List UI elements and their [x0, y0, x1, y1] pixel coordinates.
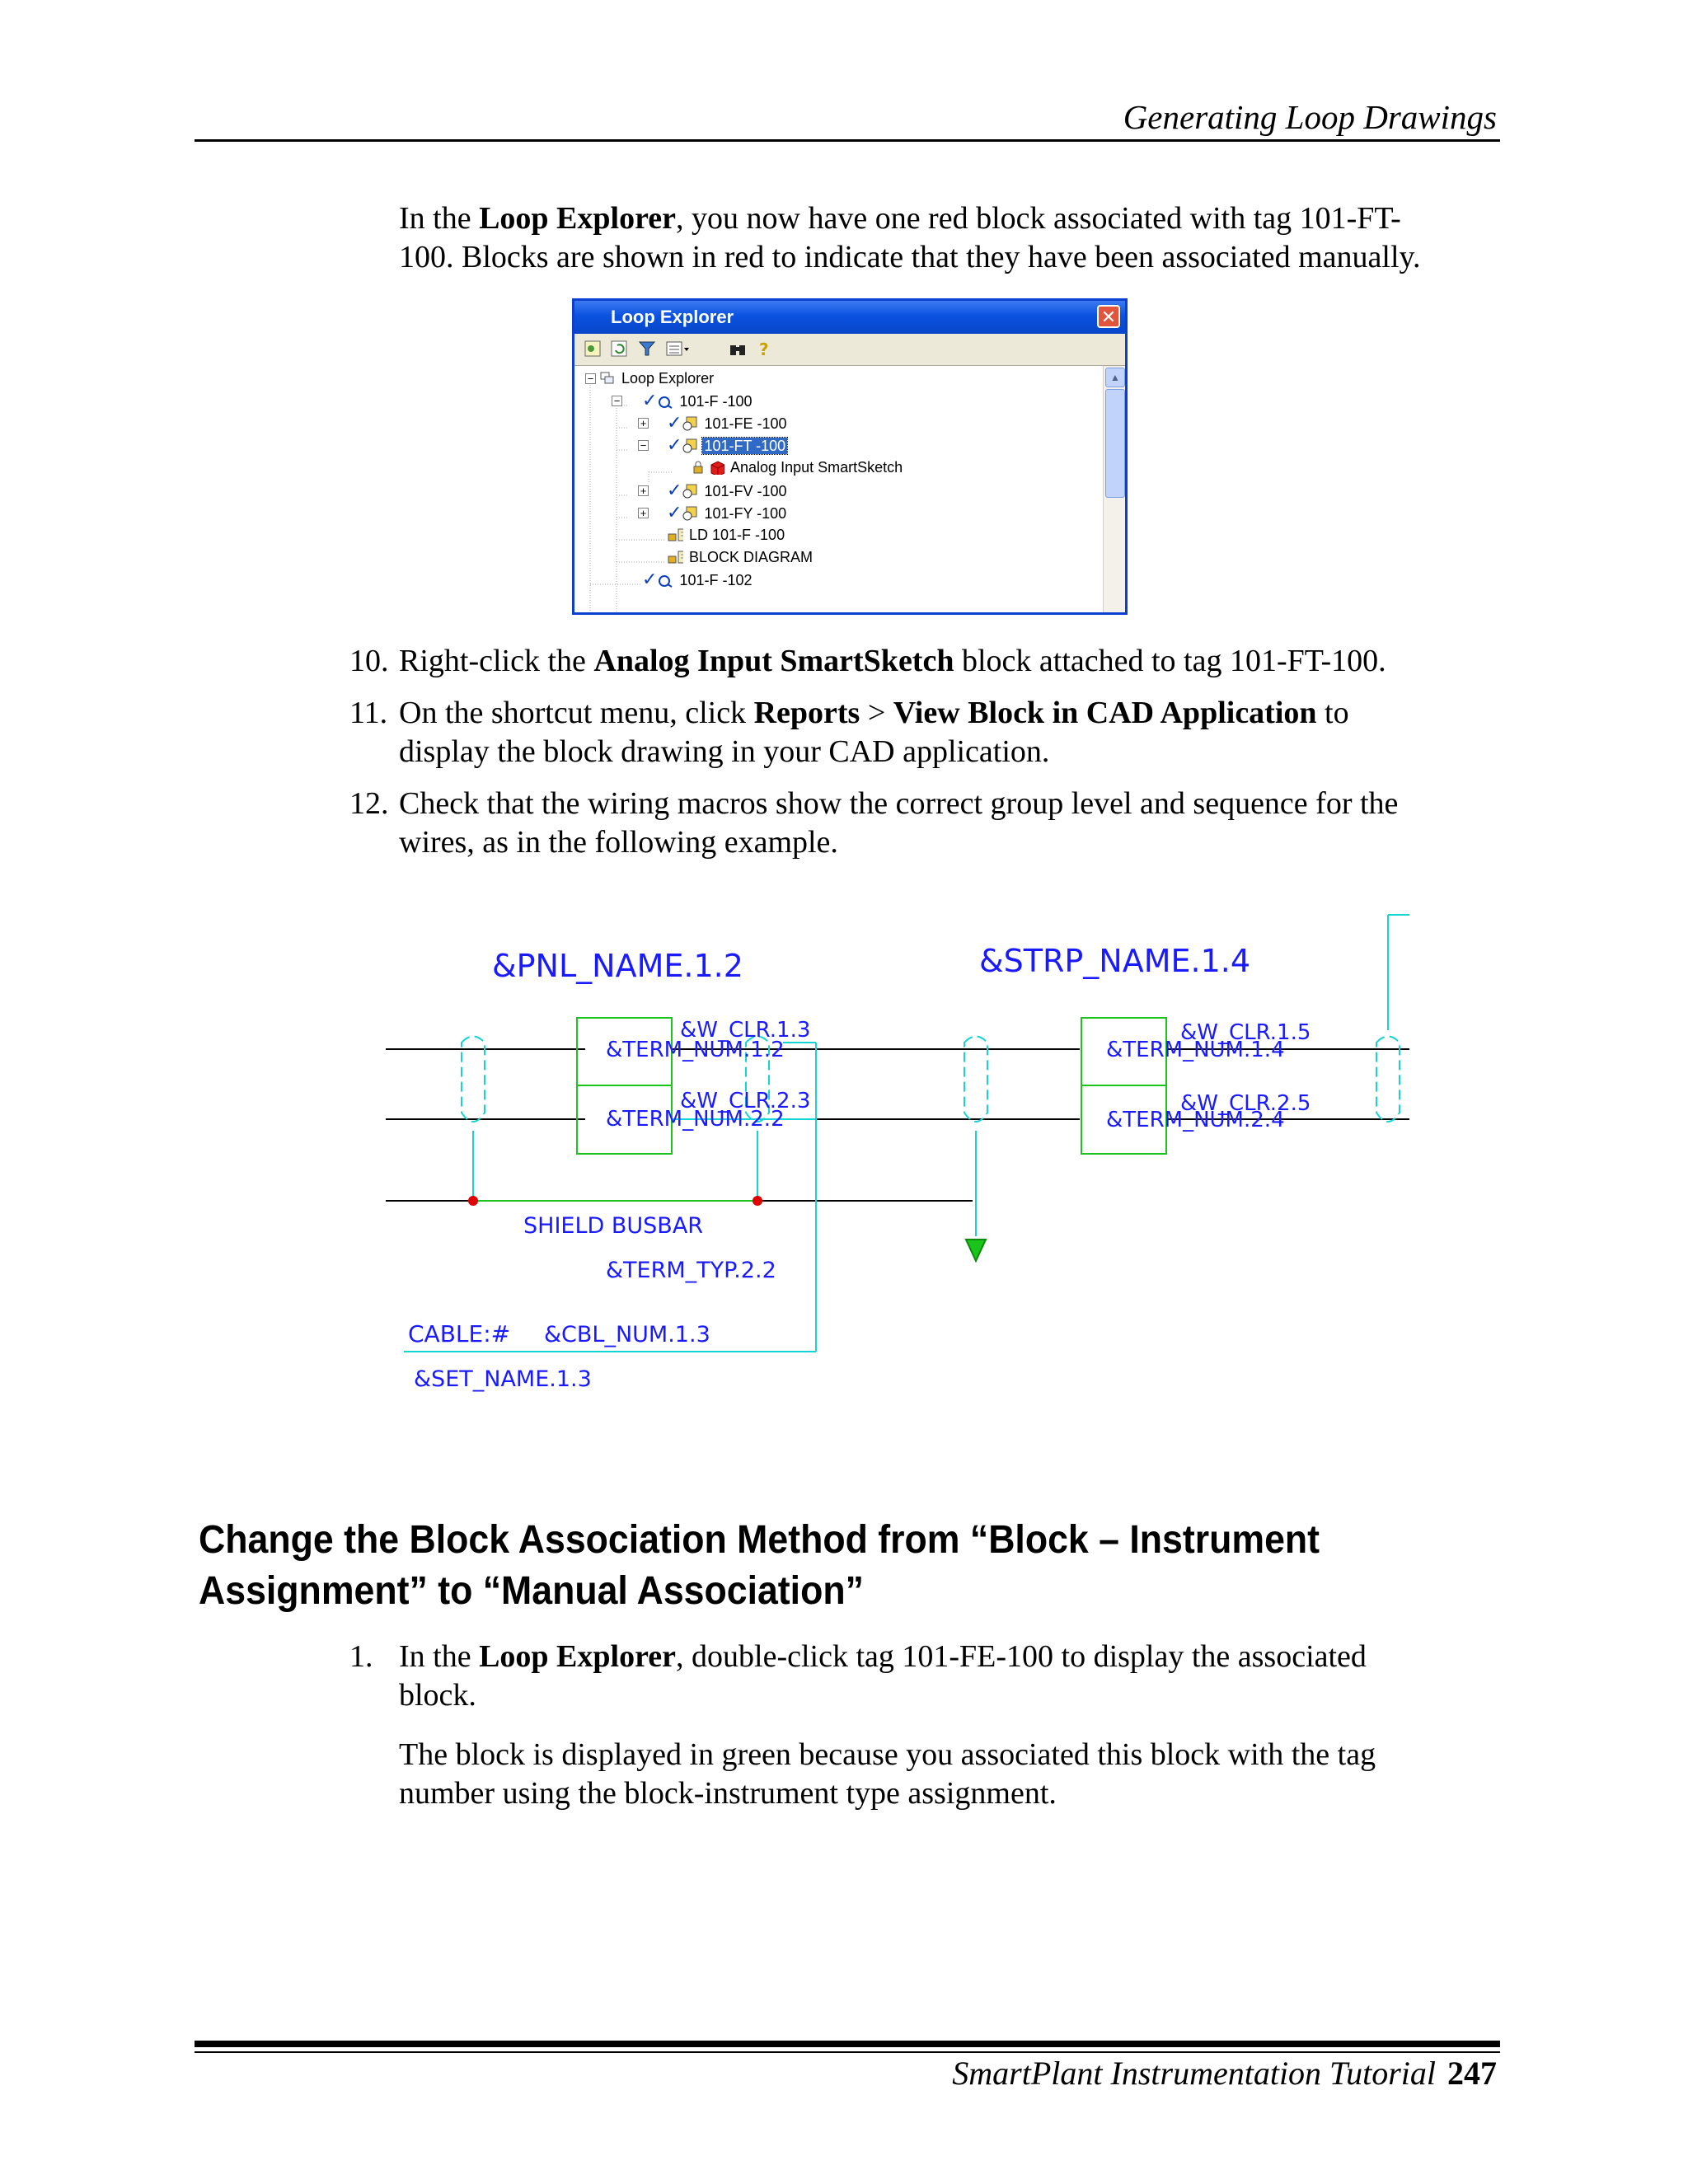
tree-label: 101-FE -100	[704, 415, 787, 432]
step-11-text	[399, 694, 1349, 733]
section-step-1-text	[399, 1638, 1367, 1676]
loop-icon	[657, 573, 673, 588]
cable-label: CABLE:#	[408, 1320, 511, 1347]
collapse-toggle[interactable]: −	[585, 373, 596, 384]
section-paragraph-line: The block is displayed in green because you associated this block with the tag	[399, 1737, 1376, 1772]
tree-item-ld-101-f-100[interactable]	[667, 526, 786, 546]
wiring-macro-diagram	[379, 907, 1418, 1418]
step-text: On the shortcut menu, click	[399, 696, 754, 730]
instrument-icon	[682, 438, 698, 453]
wire-color-label: &W_CLR.1.3	[680, 1018, 811, 1043]
terminal-number-label: &TERM_NUM.2.2	[606, 1107, 785, 1132]
loop-icon	[657, 394, 673, 409]
window-toolbar	[574, 334, 1125, 366]
scroll-up-icon[interactable]: ▲	[1105, 368, 1125, 387]
step-bold: Loop Explorer	[479, 1639, 677, 1674]
step-10-text	[399, 642, 1386, 681]
tree-label: 101-FY -100	[704, 505, 787, 522]
check-icon: ✓	[667, 480, 682, 500]
expand-toggle[interactable]: +	[638, 485, 649, 496]
terminal-number-label: &TERM_NUM.1.2	[606, 1038, 785, 1062]
header-rule	[195, 139, 1500, 142]
view-icon[interactable]	[665, 339, 685, 359]
tree-scrollbar[interactable]	[1103, 366, 1125, 613]
check-icon: ✓	[667, 434, 682, 455]
instrument-icon	[682, 484, 698, 499]
intro-line-2: 100. Blocks are shown in red to indicate that they have been associated manually.	[399, 240, 1421, 274]
drawing-lock-icon	[667, 527, 683, 542]
tree-label: 101-FT -100	[704, 438, 786, 454]
intro-bold: Loop Explorer	[479, 201, 677, 236]
step-text: Right-click the	[399, 644, 594, 678]
lock-icon	[692, 460, 708, 475]
step-text: In the	[399, 1639, 480, 1674]
tree-item-root[interactable]	[599, 369, 715, 389]
tree-label: LD 101-F -100	[689, 527, 785, 543]
tree-item-101-fy-100[interactable]	[667, 504, 788, 523]
pnl-name-label: &PNL_NAME.1.2	[492, 948, 743, 984]
drawing-lock-icon	[667, 550, 683, 565]
collapse-toggle[interactable]: −	[612, 396, 622, 406]
section-paragraph-line: number using the block-instrument type assignment.	[399, 1776, 1057, 1811]
busbar-node	[468, 1196, 478, 1206]
step-text: to	[1316, 696, 1349, 730]
tree-label: 101-F -100	[679, 393, 753, 410]
step-text: , double-click tag 101-FE-100 to display the associated	[676, 1639, 1367, 1674]
terminal-type-label: &TERM_TYP.2.2	[606, 1258, 776, 1283]
wire-color-label: &W_CLR.2.5	[1180, 1091, 1311, 1116]
filter-icon[interactable]	[637, 339, 657, 359]
running-header: Generating Loop Drawings	[1123, 98, 1497, 136]
tree-item-block-diagram[interactable]	[667, 548, 814, 568]
set-name-label: &SET_NAME.1.3	[414, 1366, 592, 1392]
collapse-toggle[interactable]: −	[638, 440, 649, 451]
step-12-text: Check that the wiring macros show the correct group level and sequence for the	[399, 786, 1399, 821]
red-block-icon	[708, 460, 724, 475]
wire-color-label: &W_CLR.1.5	[1180, 1020, 1311, 1045]
step-bold: Analog Input SmartSketch	[593, 644, 954, 678]
tree-label: Analog Input SmartSketch	[730, 459, 903, 476]
check-icon: ✓	[642, 569, 658, 589]
loop-explorer-icon	[599, 371, 616, 386]
tree-item-101-fe-100[interactable]	[667, 414, 789, 434]
check-icon: ✓	[642, 390, 658, 410]
tree-item-loop-101-f-102[interactable]	[642, 570, 754, 590]
instrument-icon	[682, 506, 698, 521]
page-number: 247	[1447, 2055, 1497, 2092]
footer-rule	[195, 2041, 1500, 2047]
help-icon[interactable]	[754, 339, 774, 359]
step-11-text-cont: display the block drawing in your CAD application.	[399, 734, 1050, 769]
expand-toggle[interactable]: +	[638, 418, 649, 429]
step-number: 12.	[349, 786, 389, 821]
tree-item-101-fv-100[interactable]	[667, 481, 789, 501]
window-titlebar	[574, 301, 1125, 334]
intro-line-1	[399, 199, 1401, 238]
intro-text: , you now have one red block associated with tag 101-FT-	[676, 201, 1401, 236]
tree-label: 101-FV -100	[704, 483, 787, 499]
tree-label: BLOCK DIAGRAM	[689, 549, 814, 565]
ground-icon	[966, 1240, 986, 1261]
cable-number-label: &CBL_NUM.1.3	[544, 1322, 710, 1347]
expand-toggle[interactable]: +	[638, 508, 649, 518]
tree-label: Loop Explorer	[621, 370, 715, 387]
svg-text:?: ?	[759, 340, 769, 359]
instrument-icon	[682, 416, 698, 431]
tree-item-analog-input-block[interactable]	[692, 458, 904, 478]
step-number: 1.	[349, 1639, 373, 1674]
step-12-text-cont: wires, as in the following example.	[399, 825, 838, 860]
tree-item-101-ft-100[interactable]	[667, 436, 787, 456]
check-icon: ✓	[667, 412, 682, 433]
loop-tree	[574, 366, 1125, 613]
scroll-thumb[interactable]	[1105, 389, 1125, 498]
wire-color-label: &W_CLR.2.3	[680, 1089, 811, 1113]
terminal-number-label: &TERM_NUM.1.4	[1106, 1038, 1285, 1062]
busbar-node	[753, 1196, 762, 1206]
tree-item-loop-101-f-100[interactable]	[642, 391, 754, 411]
step-text: block attached to tag 101-FT-100.	[954, 644, 1386, 678]
page-footer	[952, 2054, 1497, 2093]
intro-text: In the	[399, 201, 480, 236]
new-icon[interactable]	[583, 339, 603, 359]
window-title: Loop Explorer	[611, 307, 734, 327]
step-number: 11.	[349, 696, 388, 730]
section-heading-line: Change the Block Association Method from “Block – Instrument	[199, 1518, 1320, 1562]
loop-explorer-window	[572, 298, 1128, 615]
strp-name-label: &STRP_NAME.1.4	[979, 943, 1251, 979]
step-text: >	[860, 696, 893, 730]
step-bold: View Block in CAD Application	[893, 696, 1317, 730]
footer-title: SmartPlant Instrumentation Tutorial	[952, 2055, 1436, 2092]
section-heading	[199, 1515, 1348, 1617]
terminal-blocks	[478, 1018, 1166, 1201]
binoculars-icon[interactable]	[728, 339, 748, 359]
refresh-icon[interactable]	[609, 339, 629, 359]
section-heading-line: Assignment” to “Manual Association”	[199, 1569, 864, 1613]
footer-rule	[195, 2051, 1500, 2053]
shield-busbar-label: SHIELD BUSBAR	[523, 1213, 704, 1239]
check-icon: ✓	[667, 502, 682, 523]
section-step-1-text-cont: block.	[399, 1678, 476, 1713]
tree-label: 101-F -102	[679, 572, 753, 588]
step-number: 10.	[349, 644, 389, 678]
step-bold: Reports	[753, 696, 860, 730]
terminal-number-label: &TERM_NUM.2.4	[1106, 1108, 1285, 1132]
close-icon[interactable]: ✕	[1097, 305, 1120, 328]
